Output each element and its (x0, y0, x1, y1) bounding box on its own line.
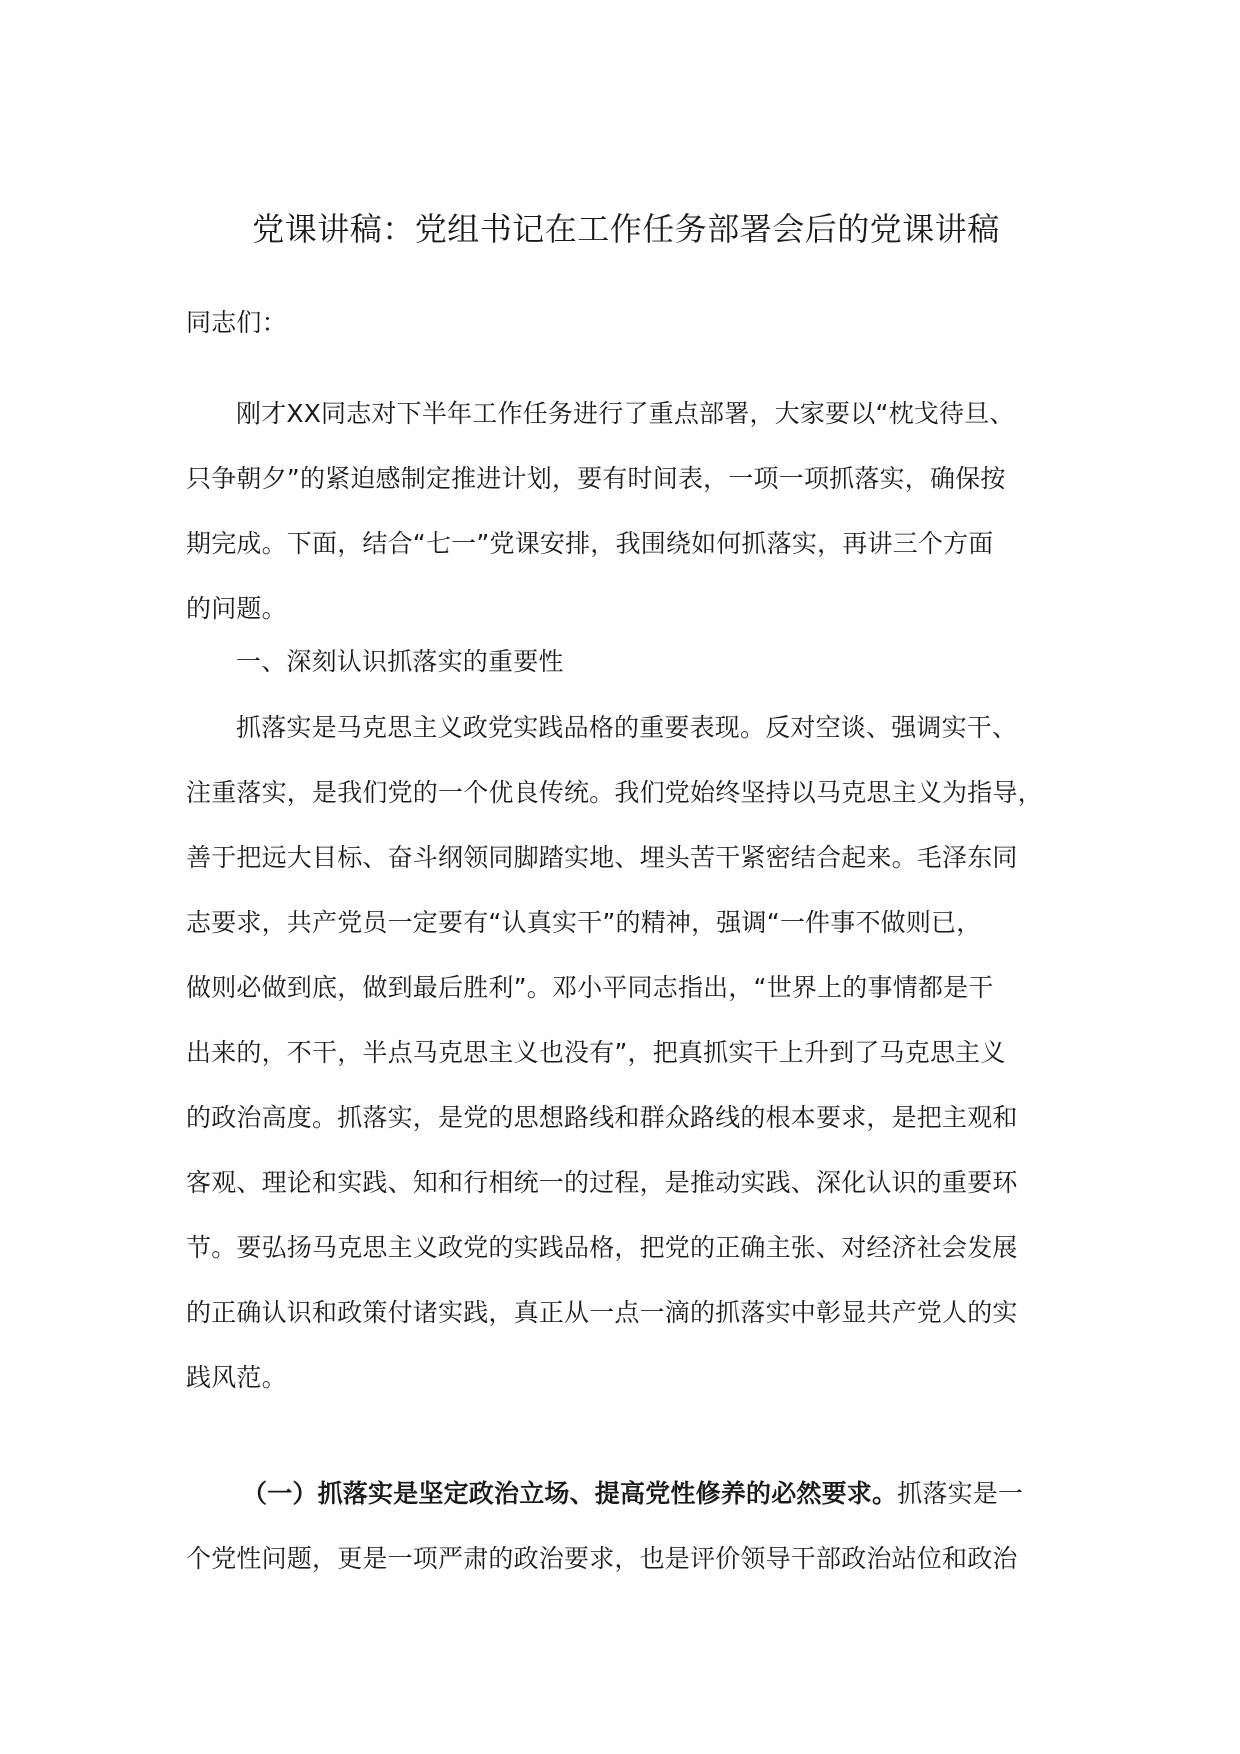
body-line: 注重落实，是我们党的一个优良传统。我们党始终坚持以马克思主义为指导， (186, 778, 1043, 807)
body-line: 抓落实是马克思主义政党实践品格的重要表现。反对空谈、强调实干、 (236, 713, 1018, 742)
intro-line: 的问题。 (186, 594, 287, 623)
body-line: 出来的，不干，半点马克思主义也没有”，把真抓实干上升到了马克思主义 (186, 1038, 1006, 1067)
section-heading-text: 一、深刻认识抓落实的重要性 (236, 647, 564, 676)
intro-paragraph (186, 381, 1086, 641)
subsection-lead-text: 抓落实是一 (897, 1479, 1024, 1508)
body-line: 节。要弘扬马克思主义政党的实践品格，把党的正确主张、对经济社会发展 (186, 1233, 1018, 1262)
body-line: 的正确认识和政策付诸实践，真正从一点一滴的抓落实中彰显共产党人的实 (186, 1298, 1018, 1327)
document-title: 党课讲稿：党组书记在工作任务部署会后的党课讲稿 (252, 210, 1000, 248)
body-line: 践风范。 (186, 1363, 287, 1392)
section1-paragraph (186, 695, 1086, 1410)
body-line: 客观、理论和实践、知和行相统一的过程，是推动实践、深化认识的重要环 (186, 1168, 1018, 1197)
body-line: 做则必做到底，做到最后胜利”。邓小平同志指出，“世界上的事情都是干 (186, 973, 994, 1002)
subsection-heading: （一）抓落实是坚定政治立场、提高党性修养的必然要求。 (242, 1479, 898, 1508)
body-line: 善于把远大目标、奋斗纲领同脚踏实地、埋头苦干紧密结合起来。毛泽东同 (186, 843, 1018, 872)
salutation (186, 290, 1086, 355)
body-line: 的政治高度。抓落实，是党的思想路线和群众路线的根本要求，是把主观和 (186, 1103, 1018, 1132)
section-heading (186, 632, 1086, 692)
subsection-paragraph (186, 1461, 1086, 1591)
intro-line: 期完成。下面，结合“七一”党课安排，我围绕如何抓落实，再讲三个方面 (186, 529, 994, 558)
body-line: 志要求，共产党员一定要有“认真实干”的精神，强调“一件事不做则已， (186, 908, 982, 937)
salutation-text: 同志们： (186, 308, 287, 337)
intro-line: 刚才XX同志对下半年工作任务进行了重点部署，大家要以“枕戈待旦、 (236, 399, 1015, 428)
subsection-first-line (186, 1461, 1086, 1526)
body-line: 个党性问题，更是一项严肃的政治要求，也是评价领导干部政治站位和政治 (186, 1544, 1018, 1573)
intro-line: 只争朝夕”的紧迫感制定推进计划，要有时间表，一项一项抓落实，确保按 (186, 464, 1006, 493)
